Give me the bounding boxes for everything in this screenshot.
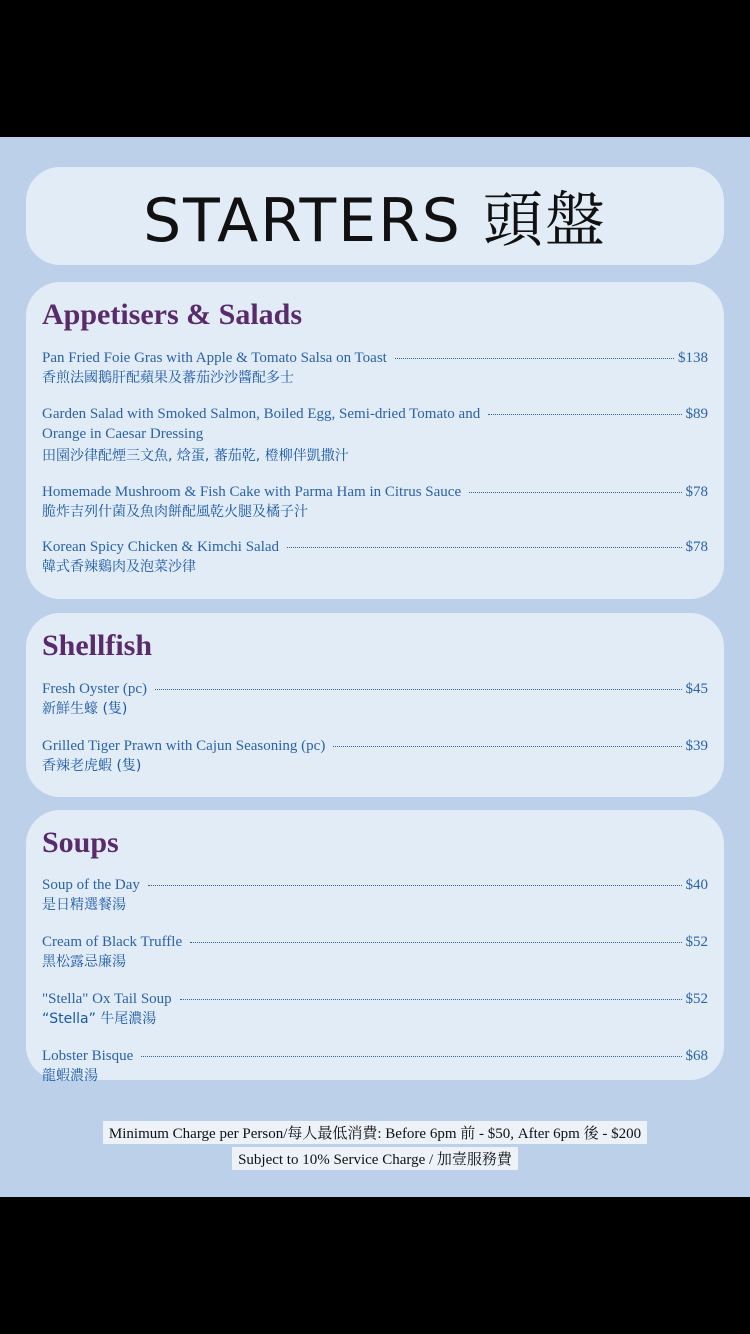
item-price: $39 <box>685 738 708 754</box>
item-name: Pan Fried Foie Gras with Apple & Tomato Salsa on Toast <box>42 350 387 366</box>
item-price: $52 <box>685 934 708 950</box>
leader-dots <box>395 358 674 359</box>
page-title: STARTERS 頭盤 <box>143 186 607 256</box>
item-price: $52 <box>685 991 708 1007</box>
item-name-zh: 脆炸吉列什菌及魚肉餅配風乾火腿及橘子汁 <box>42 504 308 520</box>
leader-dots <box>469 492 681 493</box>
leader-dots <box>488 414 681 415</box>
shellfish-card <box>26 613 724 797</box>
item-name-zh: 田園沙律配煙三文魚, 焓蛋, 蕃茄乾, 橙柳伴凱撒汁 <box>42 448 349 464</box>
item-name: Lobster Bisque <box>42 1048 134 1064</box>
leader-dots <box>190 942 681 943</box>
section-heading-appetisers: Appetisers & Salads <box>42 298 303 331</box>
item-name: Cream of Black Truffle <box>42 934 183 950</box>
item-price: $138 <box>678 350 708 366</box>
menu-item <box>42 934 708 973</box>
leader-dots <box>148 885 682 886</box>
menu-page <box>0 137 750 1197</box>
leader-dots <box>180 999 682 1000</box>
item-name: Soup of the Day <box>42 877 140 893</box>
section-heading-shellfish: Shellfish <box>42 629 153 662</box>
item-name-zh: 韓式香辣鷄肉及泡菜沙律 <box>42 559 196 575</box>
menu-item <box>42 991 708 1030</box>
item-name-continued: Orange in Caesar Dressing <box>42 426 204 442</box>
item-price: $78 <box>685 539 708 555</box>
leader-dots <box>287 547 681 548</box>
item-name: Garden Salad with Smoked Salmon, Boiled Egg, Semi-dried Tomato and <box>42 406 481 422</box>
item-price: $68 <box>685 1048 708 1064</box>
item-name-zh: 龍蝦濃湯 <box>42 1068 98 1084</box>
item-name-zh: 黑松露忌廉湯 <box>42 954 126 970</box>
menu-item <box>42 738 708 777</box>
minimum-charge-note <box>0 1121 750 1144</box>
item-name: Korean Spicy Chicken & Kimchi Salad <box>42 539 280 555</box>
item-price: $45 <box>685 681 708 697</box>
item-name-zh: 是日精選餐湯 <box>42 897 126 913</box>
item-name: Homemade Mushroom & Fish Cake with Parma Ham in Citrus Sauce <box>42 484 462 500</box>
item-name-zh: 香辣老虎蝦 (隻) <box>42 758 142 774</box>
minimum-charge-text: Minimum Charge per Person/每人最低消費: Before 6pm 前 - $50, After 6pm 後 - $200 <box>103 1121 647 1144</box>
item-name: Fresh Oyster (pc) <box>42 681 147 697</box>
item-price: $89 <box>685 406 708 422</box>
menu-item <box>42 484 708 523</box>
menu-item <box>42 877 708 916</box>
soups-card <box>26 810 724 1084</box>
service-charge-text: Subject to 10% Service Charge / 加壹服務費 <box>232 1147 518 1170</box>
title-banner <box>26 167 724 265</box>
item-name-zh: “Stella” 牛尾濃湯 <box>42 1011 157 1027</box>
menu-item <box>42 350 708 389</box>
leader-dots <box>155 689 682 690</box>
section-heading-soups: Soups <box>42 826 119 859</box>
item-name-zh: 香煎法國鵝肝配蘋果及蕃茄沙沙醬配多士 <box>42 370 294 386</box>
item-price: $78 <box>685 484 708 500</box>
item-name-zh: 新鮮生蠔 (隻) <box>42 701 128 717</box>
leader-dots <box>141 1056 681 1057</box>
menu-item <box>42 539 708 578</box>
item-price: $40 <box>685 877 708 893</box>
appetisers-card <box>26 282 724 599</box>
menu-item <box>42 1048 708 1087</box>
menu-item <box>42 406 708 467</box>
item-name: "Stella" Ox Tail Soup <box>42 991 172 1007</box>
item-name: Grilled Tiger Prawn with Cajun Seasoning (pc) <box>42 738 326 754</box>
leader-dots <box>333 746 681 747</box>
menu-item <box>42 681 708 720</box>
service-charge-note <box>0 1147 750 1170</box>
